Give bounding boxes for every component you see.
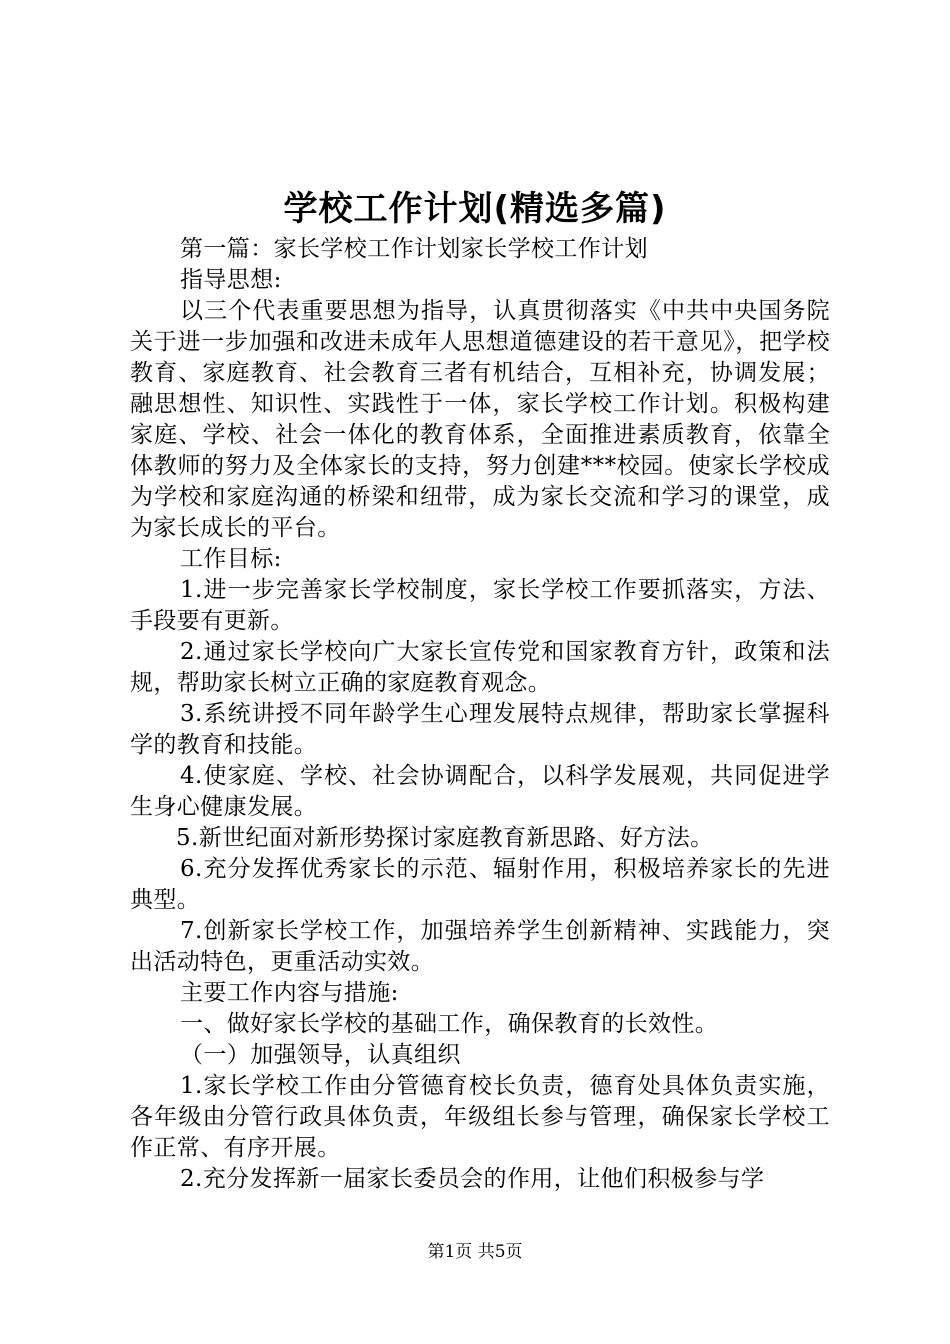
document-body (130, 234, 830, 1195)
paragraph-guiding-thought: 以三个代表重要思想为指导，认真贯彻落实《中共中央国务院关于进一步加强和改进未成年人思想道德建设的若干意见》，把学校教育、家庭教育、社会教育三者有机结合，互相补充，协调发展；融思想性、知识性、实践性于一体，家长学校工作计划。积极构建家庭、学校、社会一体化的教育体系，全面推进素质教育，依靠全体教师的努力及全体家长的支持，努力创建***校园。使家长学校成为学校和家庭沟通的桥梁和纽带，成为家长交流和学习的课堂，成为家长成长的平台。 (130, 298, 830, 541)
paragraph-goal-5: 5.新世纪面对新形势探讨家庭教育新思路、好方法。 (176, 825, 714, 851)
paragraph-goals-heading: 工作目标: (180, 546, 282, 572)
paragraph-goal-6: 6.充分发挥优秀家长的示范、辐射作用，积极培养家长的先进典型。 (130, 856, 830, 913)
paragraph-item-2: 2.充分发挥新一届家长委员会的作用，让他们积极参与学 (180, 1166, 765, 1192)
paragraph-guiding-thought-heading: 指导思想: (180, 267, 282, 293)
document-title: 学校工作计划(精选多篇) (283, 189, 667, 229)
page-number-footer: 第1页 共5页 (427, 1242, 523, 1262)
paragraph-measures-heading: 主要工作内容与措施: (180, 980, 399, 1006)
paragraph-subheading-1: （一）加强领导，认真组织 (180, 1042, 461, 1068)
paragraph-goal-1: 1.进一步完善家长学校制度，家长学校工作要抓落实，方法、手段要有更新。 (130, 577, 830, 634)
paragraph-section-heading: 第一篇：家长学校工作计划家长学校工作计划 (180, 236, 648, 262)
paragraph-goal-4: 4.使家庭、学校、社会协调配合，以科学发展观，共同促进学生身心健康发展。 (130, 763, 830, 820)
paragraph-goal-2: 2.通过家长学校向广大家长宣传党和国家教育方针，政策和法规，帮助家长树立正确的家庭教育观念。 (130, 639, 830, 696)
paragraph-item-1: 1.家长学校工作由分管德育校长负责，德育处具体负责实施，各年级由分管行政具体负责，年级组长参与管理，确保家长学校工作正常、有序开展。 (130, 1073, 830, 1161)
paragraph-measure-part-1: 一、做好家长学校的基础工作，确保教育的长效性。 (180, 1011, 719, 1037)
paragraph-goal-7: 7.创新家长学校工作，加强培养学生创新精神、实践能力，突出活动特色，更重活动实效。 (130, 918, 830, 975)
paragraph-goal-3: 3.系统讲授不同年龄学生心理发展特点规律，帮助家长掌握科学的教育和技能。 (130, 701, 830, 758)
